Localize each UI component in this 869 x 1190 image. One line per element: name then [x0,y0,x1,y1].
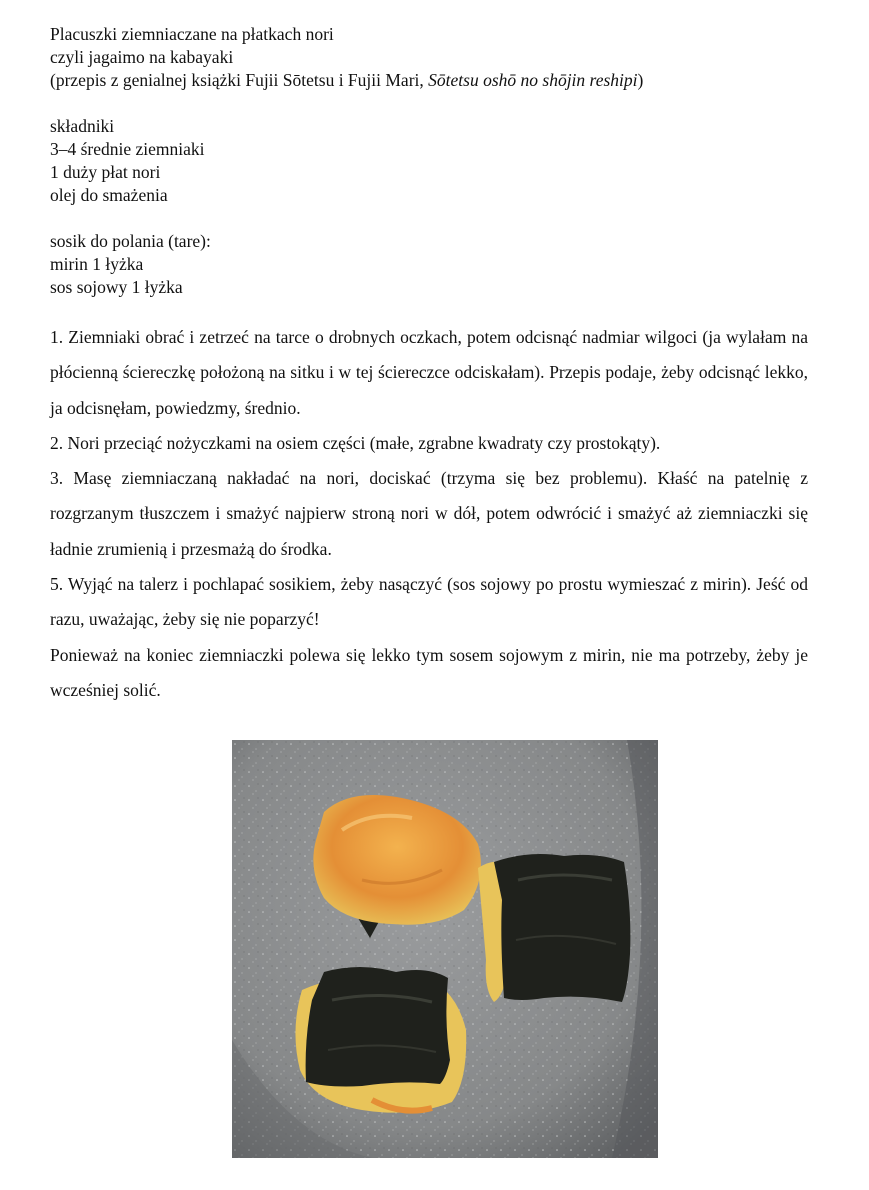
sauce-heading: sosik do polania (tare): [50,231,211,251]
fritter-nori-right [478,854,630,1002]
recipe-note: Ponieważ na koniec ziemniaczki polewa się lekko tym sosem sojowym z mirin, nie ma potrzeby, żeby je wcześniej solić. [50,644,808,700]
ingredient-item: 3–4 średnie ziemniaki [50,139,205,159]
pan-photo-illustration [232,740,658,1158]
ingredient-item: olej do smażenia [50,185,168,205]
source-book-title: Sōtetsu oshō no shōjin reshipi [428,70,638,90]
recipe-subtitle: czyli jagaimo na kabayaki [50,47,234,67]
recipe-page [50,23,808,708]
sauce-item: mirin 1 łyżka [50,254,144,274]
recipe-step: 5. Wyjąć na talerz i pochlapać sosikiem, żeby nasączyć (sos sojowy po prostu wymieszać z mirin). Jeść od razu, uważając, żeby się nie poparzyć! [50,574,808,630]
fritter-nori-bottom [295,967,466,1113]
recipe-title-block [50,23,808,92]
ingredients-list [50,115,808,207]
source-prefix: (przepis z genialnej książki Fujii Sōtetsu i Fujii Mari, [50,70,429,90]
recipe-step: 3. Masę ziemniaczaną nakładać na nori, dociskać (trzyma się bez problemu). Kłaść na patelnię z rozgrzanym tłuszczem i smażyć najpierw stroną nori w dół, potem odwrócić i smażyć aż ziemniaczki się ładnie zrumienią i przesmażą do środka. [50,468,808,559]
recipe-source [50,69,808,92]
ingredient-item: 1 duży płat nori [50,162,161,182]
ingredients-heading: składniki [50,116,115,136]
recipe-steps [50,320,808,708]
recipe-photo [232,740,658,1158]
recipe-step: 1. Ziemniaki obrać i zetrzeć na tarce o drobnych oczkach, potem odcisnąć nadmiar wilgoci (ja wylałam na płócienną ściereczkę położoną na sitku i w tej ściereczce odciskałam). Przepis podaje, żeby odcisnąć lekko, ja odcisnęłam, powiedzmy, średnio. [50,327,808,418]
recipe-step: 2. Nori przeciąć nożyczkami na osiem części (małe, zgrabne kwadraty czy prostokąty). [50,432,661,453]
sauce-list [50,230,808,299]
sauce-item: sos sojowy 1 łyżka [50,277,183,297]
source-suffix: ) [637,70,644,90]
recipe-title: Placuszki ziemniaczane na płatkach nori [50,24,334,44]
